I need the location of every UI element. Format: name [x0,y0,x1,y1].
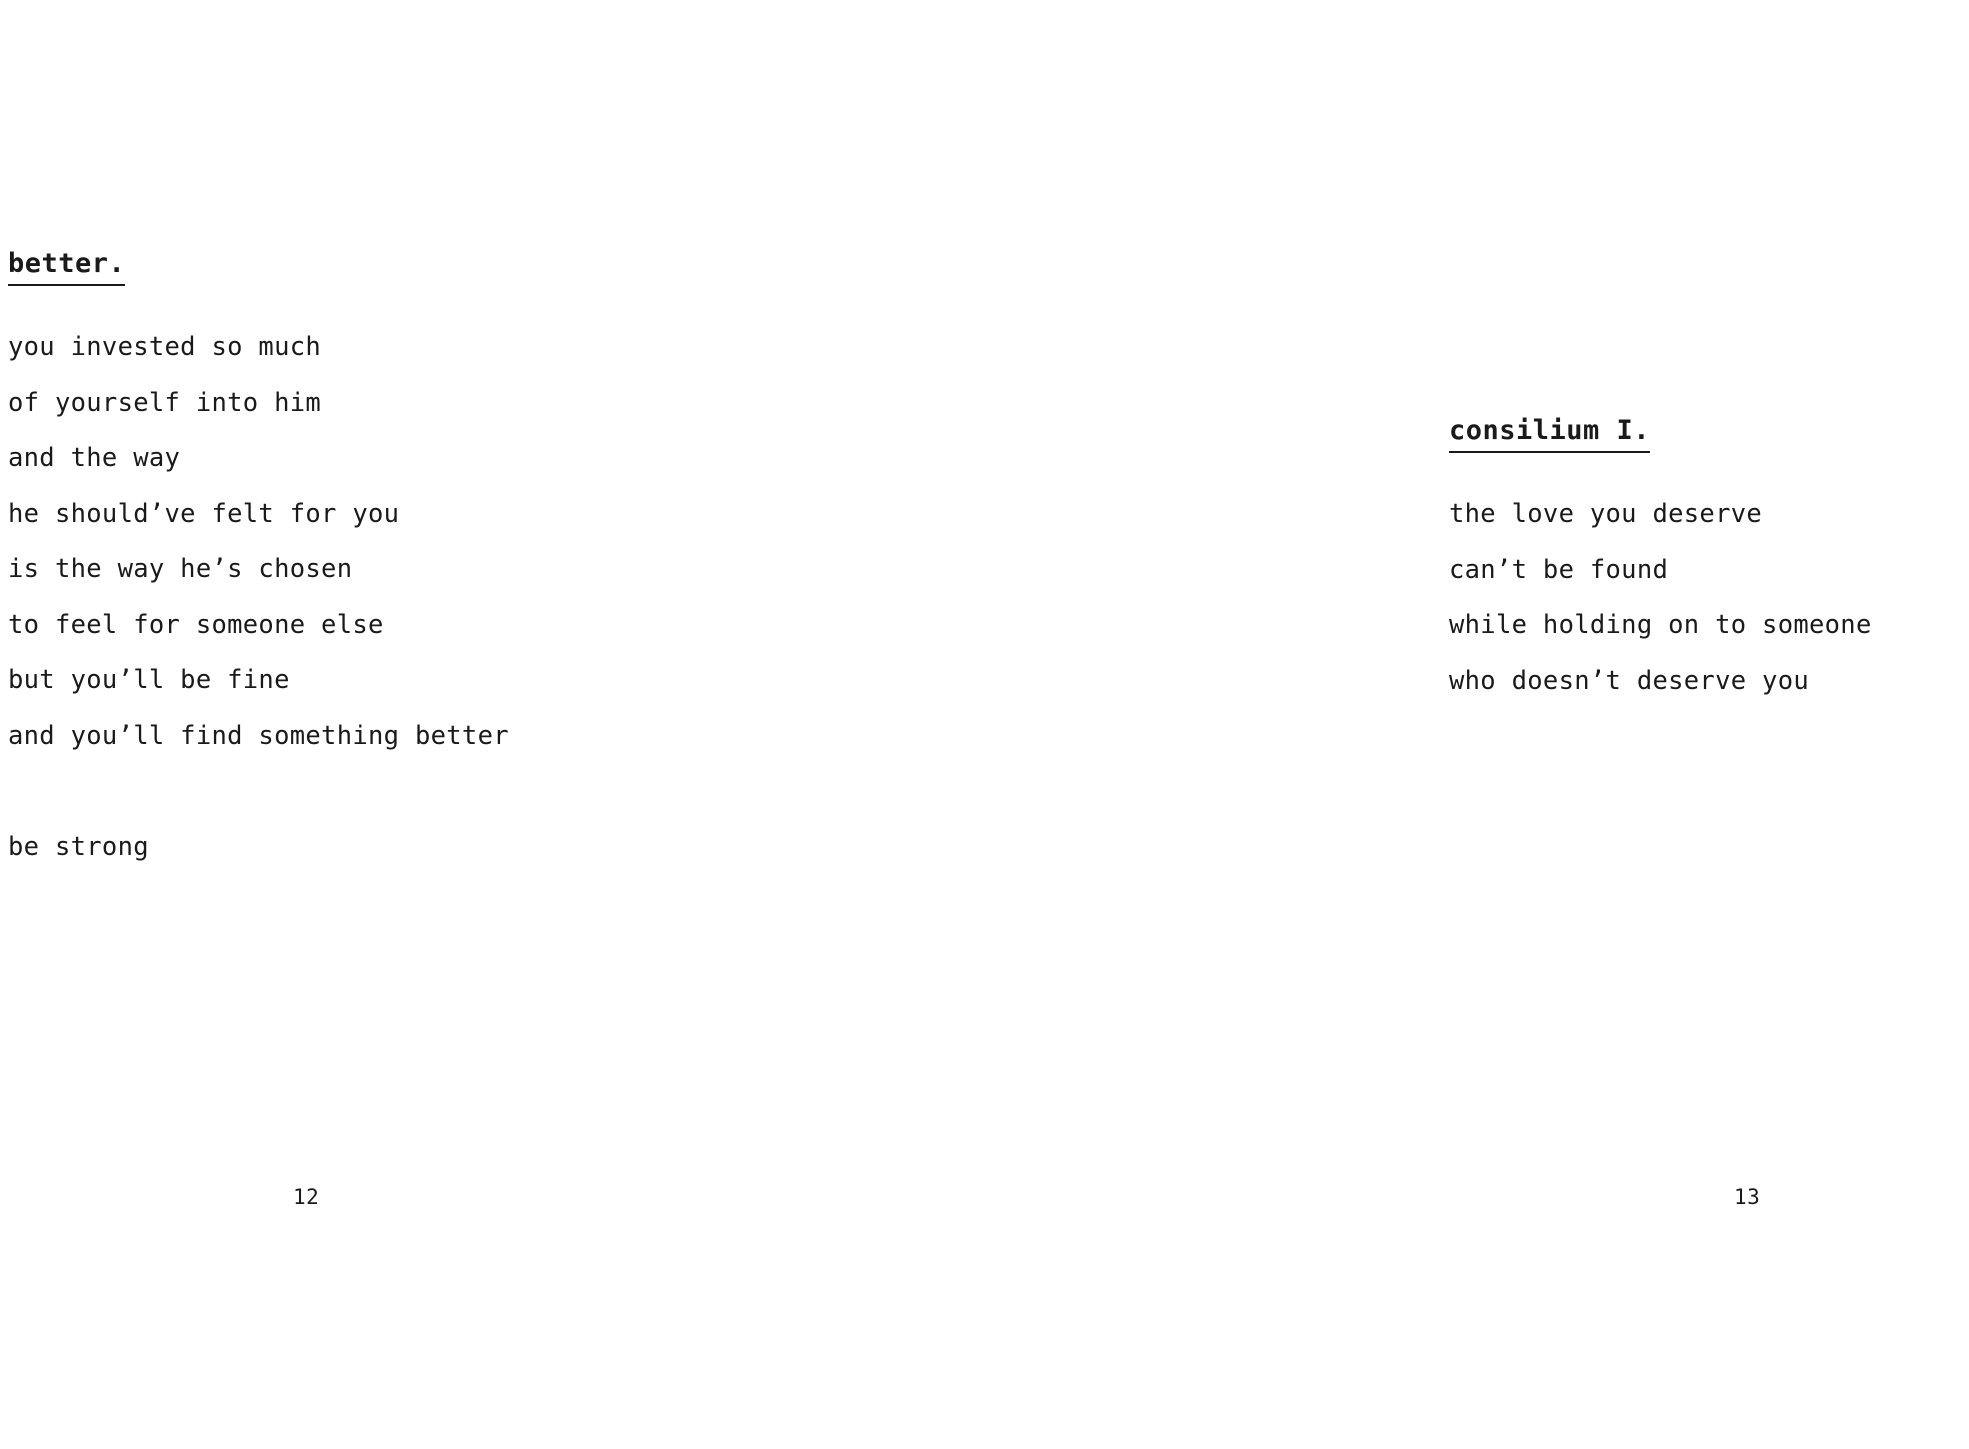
poem-line: who doesn’t deserve you [1449,665,1810,696]
page-number-left: 12 [293,1185,320,1209]
poem-line: of yourself into him [8,387,322,418]
poem-line: and the way [8,443,181,474]
poem-line: the love you deserve [1449,499,1763,530]
poem-line: you invested so much [8,332,322,363]
poem-line: he should’ve felt for you [8,498,400,529]
page-left [0,0,509,1449]
poem-consilium-i [1449,415,1969,709]
poem-line: be strong [8,831,149,862]
poem-title: better. [8,248,125,286]
poem-line: and you’ll find something better [8,720,509,751]
poem-line: to feel for someone else [8,609,384,640]
page-number-right: 13 [1734,1185,1761,1209]
poem-body [1449,487,1969,709]
poem-title: consilium I. [1449,415,1650,453]
poem-line: can’t be found [1449,554,1669,585]
page-right [441,0,1872,1449]
poem-line: while holding on to someone [1449,610,1872,641]
poem-line: is the way he’s chosen [8,554,353,585]
poem-line: but you’ll be fine [8,665,290,696]
